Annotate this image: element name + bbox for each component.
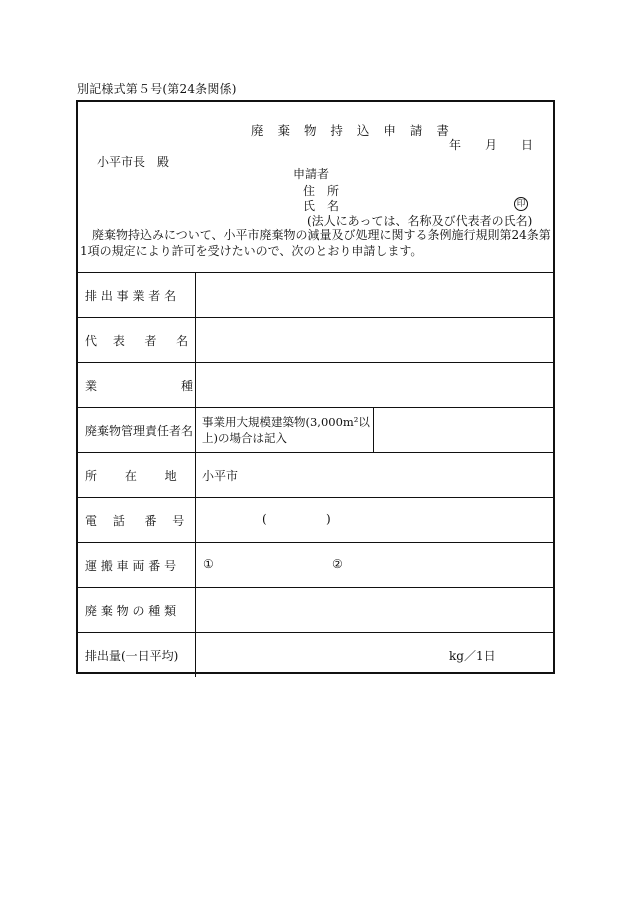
date-day-label: 日 [521, 138, 534, 152]
large-building-note: 事業用大規模建築物(3,000m²以上)の場合は記入 [202, 415, 370, 445]
row-label: 代 表 者 名 [85, 334, 189, 348]
form-rows [78, 272, 553, 672]
row-vehicle-number [78, 542, 553, 588]
vehicle-number-2-marker: ② [332, 557, 343, 571]
row-daily-amount [78, 632, 553, 677]
business-type-field[interactable] [196, 362, 553, 407]
addressee: 小平市長 殿 [97, 155, 170, 169]
form-reference: 別記様式第５号(第24条関係) [77, 82, 237, 96]
row-label: 所 在 地 [85, 469, 177, 483]
row-phone [78, 497, 553, 543]
address-label: 住 所 [303, 184, 340, 198]
form-title: 廃 棄 物 持 込 申 請 書 [251, 123, 454, 138]
phone-paren-open: ( [262, 512, 267, 526]
row-label: 電 話 番 号 [85, 514, 185, 528]
discharger-name-field[interactable] [196, 272, 553, 317]
row-discharger-name [78, 272, 553, 318]
row-business-type [78, 362, 553, 408]
representative-field[interactable] [196, 317, 553, 362]
vehicle-number-field[interactable] [196, 542, 553, 587]
phone-field[interactable] [196, 497, 553, 542]
row-label: 排 出 事 業 者 名 [85, 289, 177, 303]
phone-paren-close: ) [326, 512, 331, 526]
application-form [76, 100, 555, 674]
row-waste-type [78, 587, 553, 633]
row-label: 廃棄物管理責任者名 [85, 424, 194, 438]
row-label: 運 搬 車 両 番 号 [85, 559, 177, 573]
row-label: 廃 棄 物 の 種 類 [85, 604, 177, 618]
date-year-label: 年 [449, 138, 462, 152]
form-header [78, 102, 553, 273]
application-statement: 廃棄物持込みについて、小平市廃棄物の減量及び処理に関する条例施行規則第24条第1項の規定により許可を受けたいので、次のとおり申請します。 [80, 228, 551, 258]
seal-mark: 印 [514, 197, 528, 211]
waste-manager-field[interactable] [374, 407, 553, 452]
daily-amount-field[interactable] [196, 632, 553, 677]
location-field[interactable] [196, 452, 553, 497]
waste-manager-cell [196, 407, 553, 452]
vehicle-number-1-marker: ① [203, 557, 214, 571]
corporate-note: (法人にあっては、名称及び代表者の氏名) [307, 214, 533, 228]
row-representative [78, 317, 553, 363]
row-waste-manager [78, 407, 553, 453]
amount-unit: kg／1日 [449, 649, 496, 663]
applicant-label: 申請者 [293, 167, 330, 181]
location-value: 小平市 [202, 469, 239, 483]
row-location [78, 452, 553, 498]
waste-type-field[interactable] [196, 587, 553, 632]
row-label: 業 種 [85, 379, 194, 393]
name-label: 氏 名 [303, 199, 340, 213]
date-month-label: 月 [485, 138, 498, 152]
row-label: 排出量(一日平均) [85, 649, 179, 663]
